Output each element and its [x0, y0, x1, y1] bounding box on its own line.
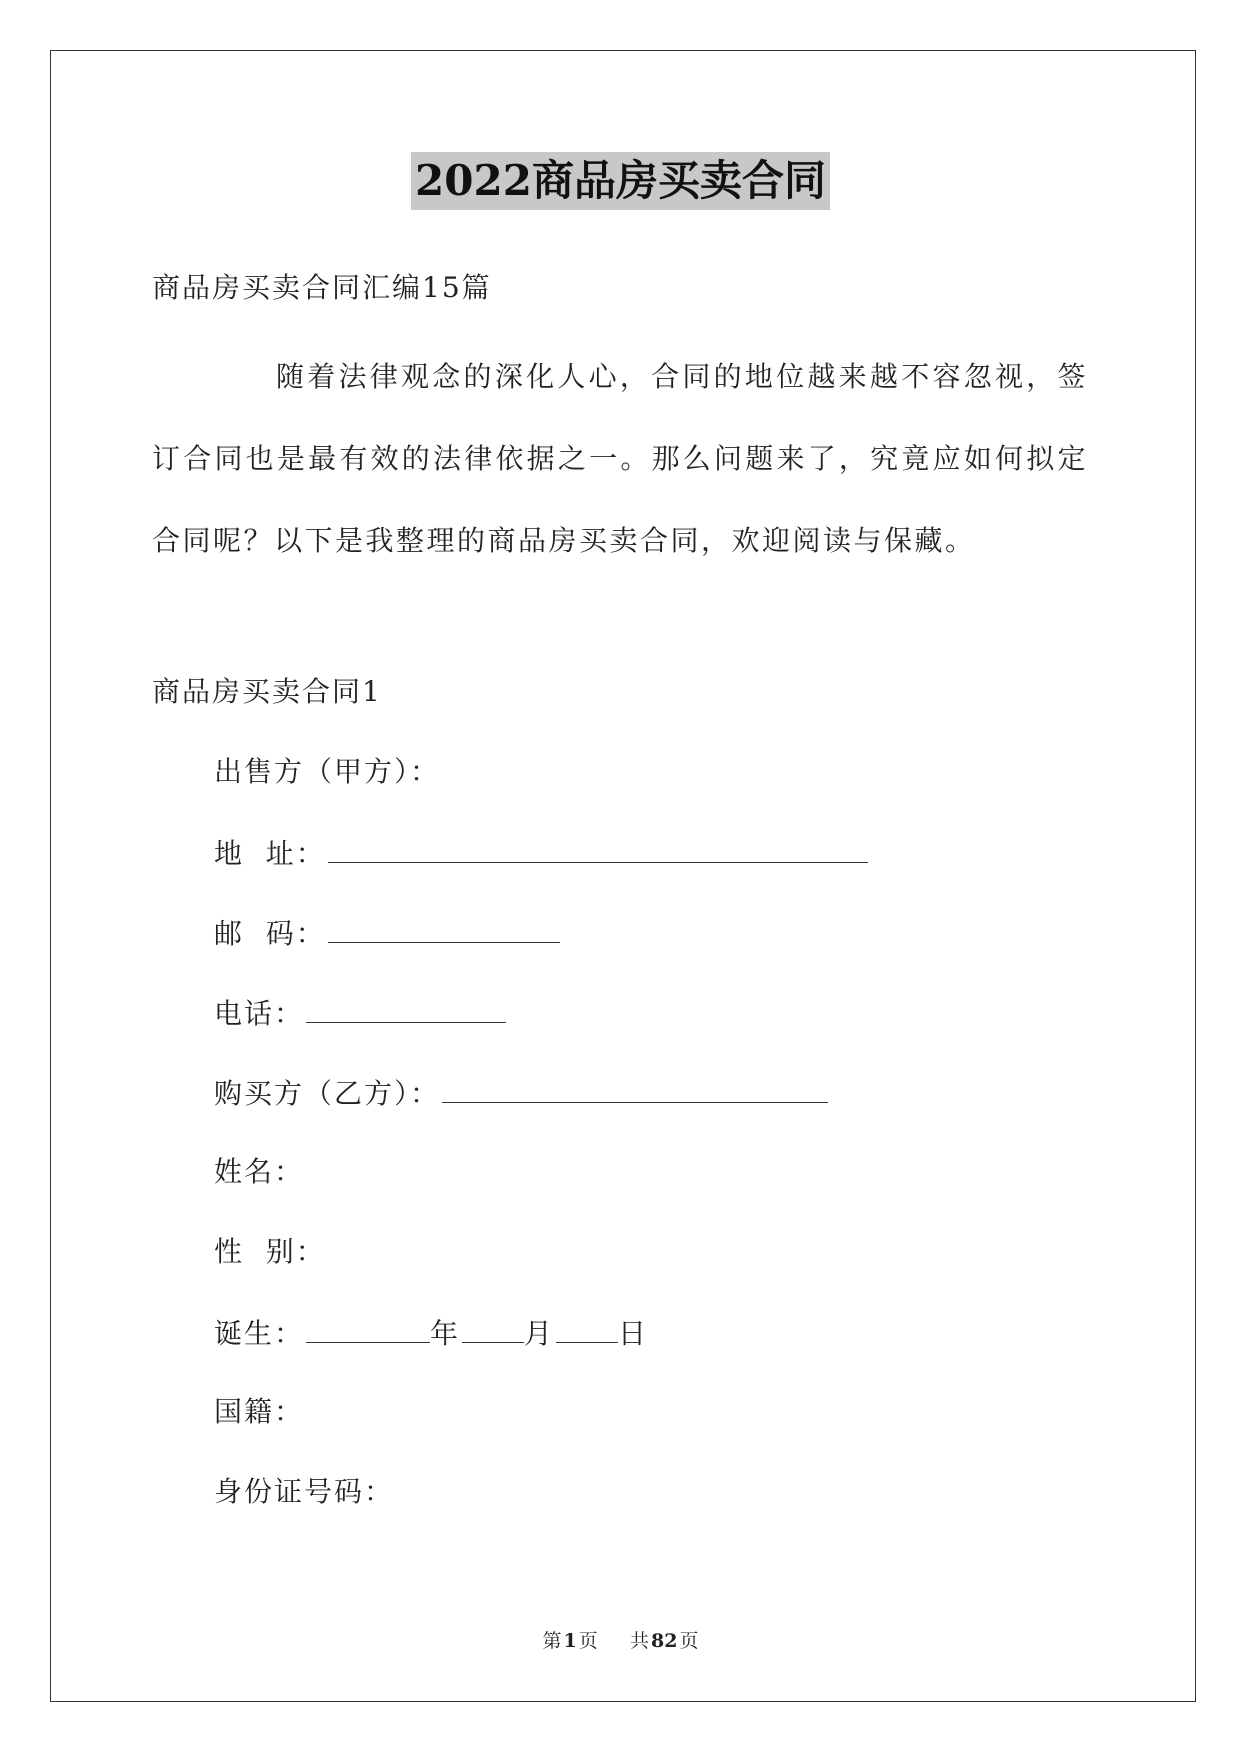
birth-label: 诞生： [214, 1317, 305, 1350]
seller-label: 出售方（甲方）： [214, 755, 441, 788]
document-title: 2022商品房买卖合同 [411, 152, 830, 210]
total-suffix: 页 [679, 1630, 699, 1652]
address-label: 地 址： [214, 837, 326, 870]
page-number: 1 [563, 1630, 577, 1652]
name-label: 姓名： [214, 1155, 305, 1188]
phone-label: 电话： [214, 997, 305, 1030]
total-pages: 82 [650, 1630, 678, 1652]
intro-paragraph: 随着法律观念的深化人心，合同的地位越来越不容忽视，签订合同也是最有效的法律依据之一。那么问题来了，究竟应如何拟定合同呢？以下是我整理的商品房买卖合同，欢迎阅读与保藏。 [152, 360, 1088, 557]
page-prefix: 第 [542, 1630, 562, 1652]
nationality-label: 国籍： [214, 1395, 305, 1428]
page-suffix: 页 [578, 1630, 598, 1652]
phone-field [214, 992, 506, 1034]
gender-label: 性 别： [214, 1235, 326, 1268]
total-pages-indicator [628, 1630, 700, 1652]
buyer-label: 购买方（乙方）： [214, 1077, 441, 1110]
birth-year-unit: 年 [430, 1317, 461, 1350]
buyer-field [214, 1072, 828, 1114]
birth-field [214, 1312, 648, 1354]
page-indicator [541, 1630, 600, 1652]
postcode-label: 邮 码： [214, 917, 326, 950]
title-container [0, 152, 1241, 210]
postcode-field [214, 912, 560, 954]
id-number-label: 身份证号码： [214, 1475, 395, 1508]
page-footer [0, 1628, 1241, 1654]
birth-month-blank [462, 1312, 524, 1343]
total-prefix: 共 [629, 1630, 649, 1652]
address-field [214, 832, 868, 874]
postcode-blank-line [328, 912, 560, 943]
document-subtitle: 商品房买卖合同汇编15篇 [152, 271, 492, 304]
address-blank-line [328, 832, 868, 863]
birth-year-blank [306, 1312, 430, 1343]
phone-blank-line [306, 992, 506, 1023]
birth-day-unit: 日 [618, 1317, 649, 1350]
birth-day-blank [556, 1312, 618, 1343]
buyer-blank-line [442, 1072, 828, 1103]
section-heading: 商品房买卖合同1 [152, 675, 382, 708]
birth-month-unit: 月 [524, 1317, 555, 1350]
